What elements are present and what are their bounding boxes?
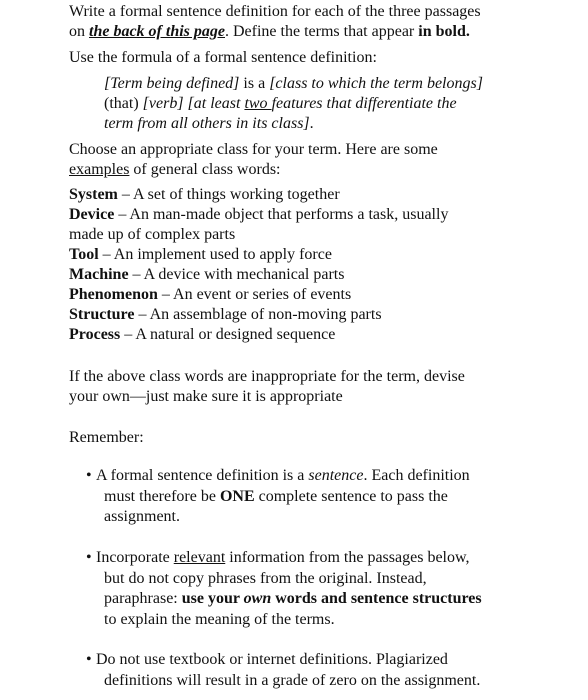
intro-line-2 [69,22,539,42]
class-word-term: Tool [69,246,99,263]
devise-paragraph [69,367,539,407]
formula-line-3 [104,114,534,134]
bullet-text: must therefore be [104,487,220,505]
bullet-line [104,487,526,508]
remember-heading [69,428,539,448]
class-word-term: System [69,186,118,203]
formula-line-2 [104,94,534,114]
formula-class: [class to which the term belongs] [269,75,483,92]
bullet-line: definitions will result in a grade of zero on the assignment. [104,671,481,689]
class-word-device [69,205,539,225]
one-emphasis: ONE [219,487,255,505]
formula-two: two [244,95,272,112]
class-word-def: – An event or series of events [157,286,352,303]
devise-line-2: your own—just make sure it is appropriate [69,388,343,405]
formula-that: (that) [104,95,143,112]
bullet-line [96,466,526,487]
choose-paragraph [69,140,539,180]
formula-period: . [309,115,314,132]
bullet-item-relevant [86,548,526,630]
class-word-term: Structure [69,306,135,323]
choose-line-1: Choose an appropriate class for your term. Here are some [69,141,438,158]
class-word-def: – A natural or designed sequence [120,326,336,343]
formula-features-pre: [at least [183,95,245,112]
class-word-term: Process [69,326,121,343]
bullet-text: information from the passages below, [225,549,470,566]
back-of-page-emphasis: the back of this page [89,23,225,40]
bullet-line: but do not copy phrases from the original. Instead, [104,569,427,587]
examples-link-text: examples [69,161,130,178]
formula-term: [Term being defined] [104,75,240,92]
class-word-term: Machine [69,266,129,283]
bullet-dot-icon: • [86,549,92,566]
relevant-emphasis: relevant [173,549,226,566]
choose-line-2 [69,160,539,180]
intro-line-1: Write a formal sentence definition for each of the three passages [69,3,481,20]
class-word-phenomenon [69,285,539,305]
formula-line-1 [104,74,534,94]
bold-text: words and sentence structures [271,590,482,607]
bullet-dot-icon: • [86,467,92,484]
formula-verb: [verb] [142,95,184,112]
formula-features-post: features that differentiate the [271,95,457,112]
intro-line-2-prefix: on [69,23,89,40]
in-bold-text: in bold. [418,23,470,40]
class-word-def: – An man-made object that performs a task, usually [114,206,449,223]
intro-paragraph [69,2,539,42]
bullet-text: A formal sentence definition is a [96,467,309,484]
choose-line-2-rest: of general class words: [129,161,281,178]
bullet-line [96,548,526,569]
class-words-list [69,185,539,345]
bullet-item-plagiarism [86,650,526,691]
formula-term-from: term from all others in its class] [104,115,310,132]
bullet-line [104,589,526,610]
class-word-term: Device [69,206,115,223]
bullet-body [86,650,526,691]
remember-label: Remember: [69,429,144,446]
class-word-system [69,185,539,205]
bullet-text: paraphrase: [104,590,182,607]
class-word-def: made up of complex parts [69,226,236,243]
bold-text: use your [181,590,244,607]
intro-line-2-mid: . Define the terms that appear [225,23,419,40]
class-word-structure [69,305,539,325]
class-word-device-cont [69,225,539,245]
class-word-def: – An implement used to apply force [98,246,332,263]
bullet-line: assignment. [104,508,180,525]
formula-block [104,74,534,134]
class-word-def: – A set of things working together [117,186,340,203]
bullet-text: Incorporate [96,549,174,566]
sentence-emphasis: sentence [308,467,364,484]
bullet-body [86,548,526,630]
bullet-line: Do not use textbook or internet definitions. Plagiarized [96,651,448,668]
formula-is-a: is a [239,75,270,92]
bullet-body [86,466,526,528]
bullet-text: complete sentence to pass the [254,487,448,505]
formula-intro-line: Use the formula of a formal sentence definition: [69,49,377,66]
bullet-dot-icon: • [86,651,92,668]
class-word-term: Phenomenon [69,286,158,303]
formula-intro [69,48,539,68]
own-emphasis: own [243,590,272,607]
bullet-text: . Each definition [363,467,470,484]
devise-line-1: If the above class words are inappropriate for the term, devise [69,368,465,385]
class-word-tool [69,245,539,265]
class-word-def: – An assemblage of non-moving parts [134,306,382,323]
class-word-machine [69,265,539,285]
class-word-process [69,325,539,345]
class-word-def: – A device with mechanical parts [128,266,345,283]
bullet-line: to explain the meaning of the terms. [104,610,335,628]
bullet-item-sentence [86,466,526,528]
